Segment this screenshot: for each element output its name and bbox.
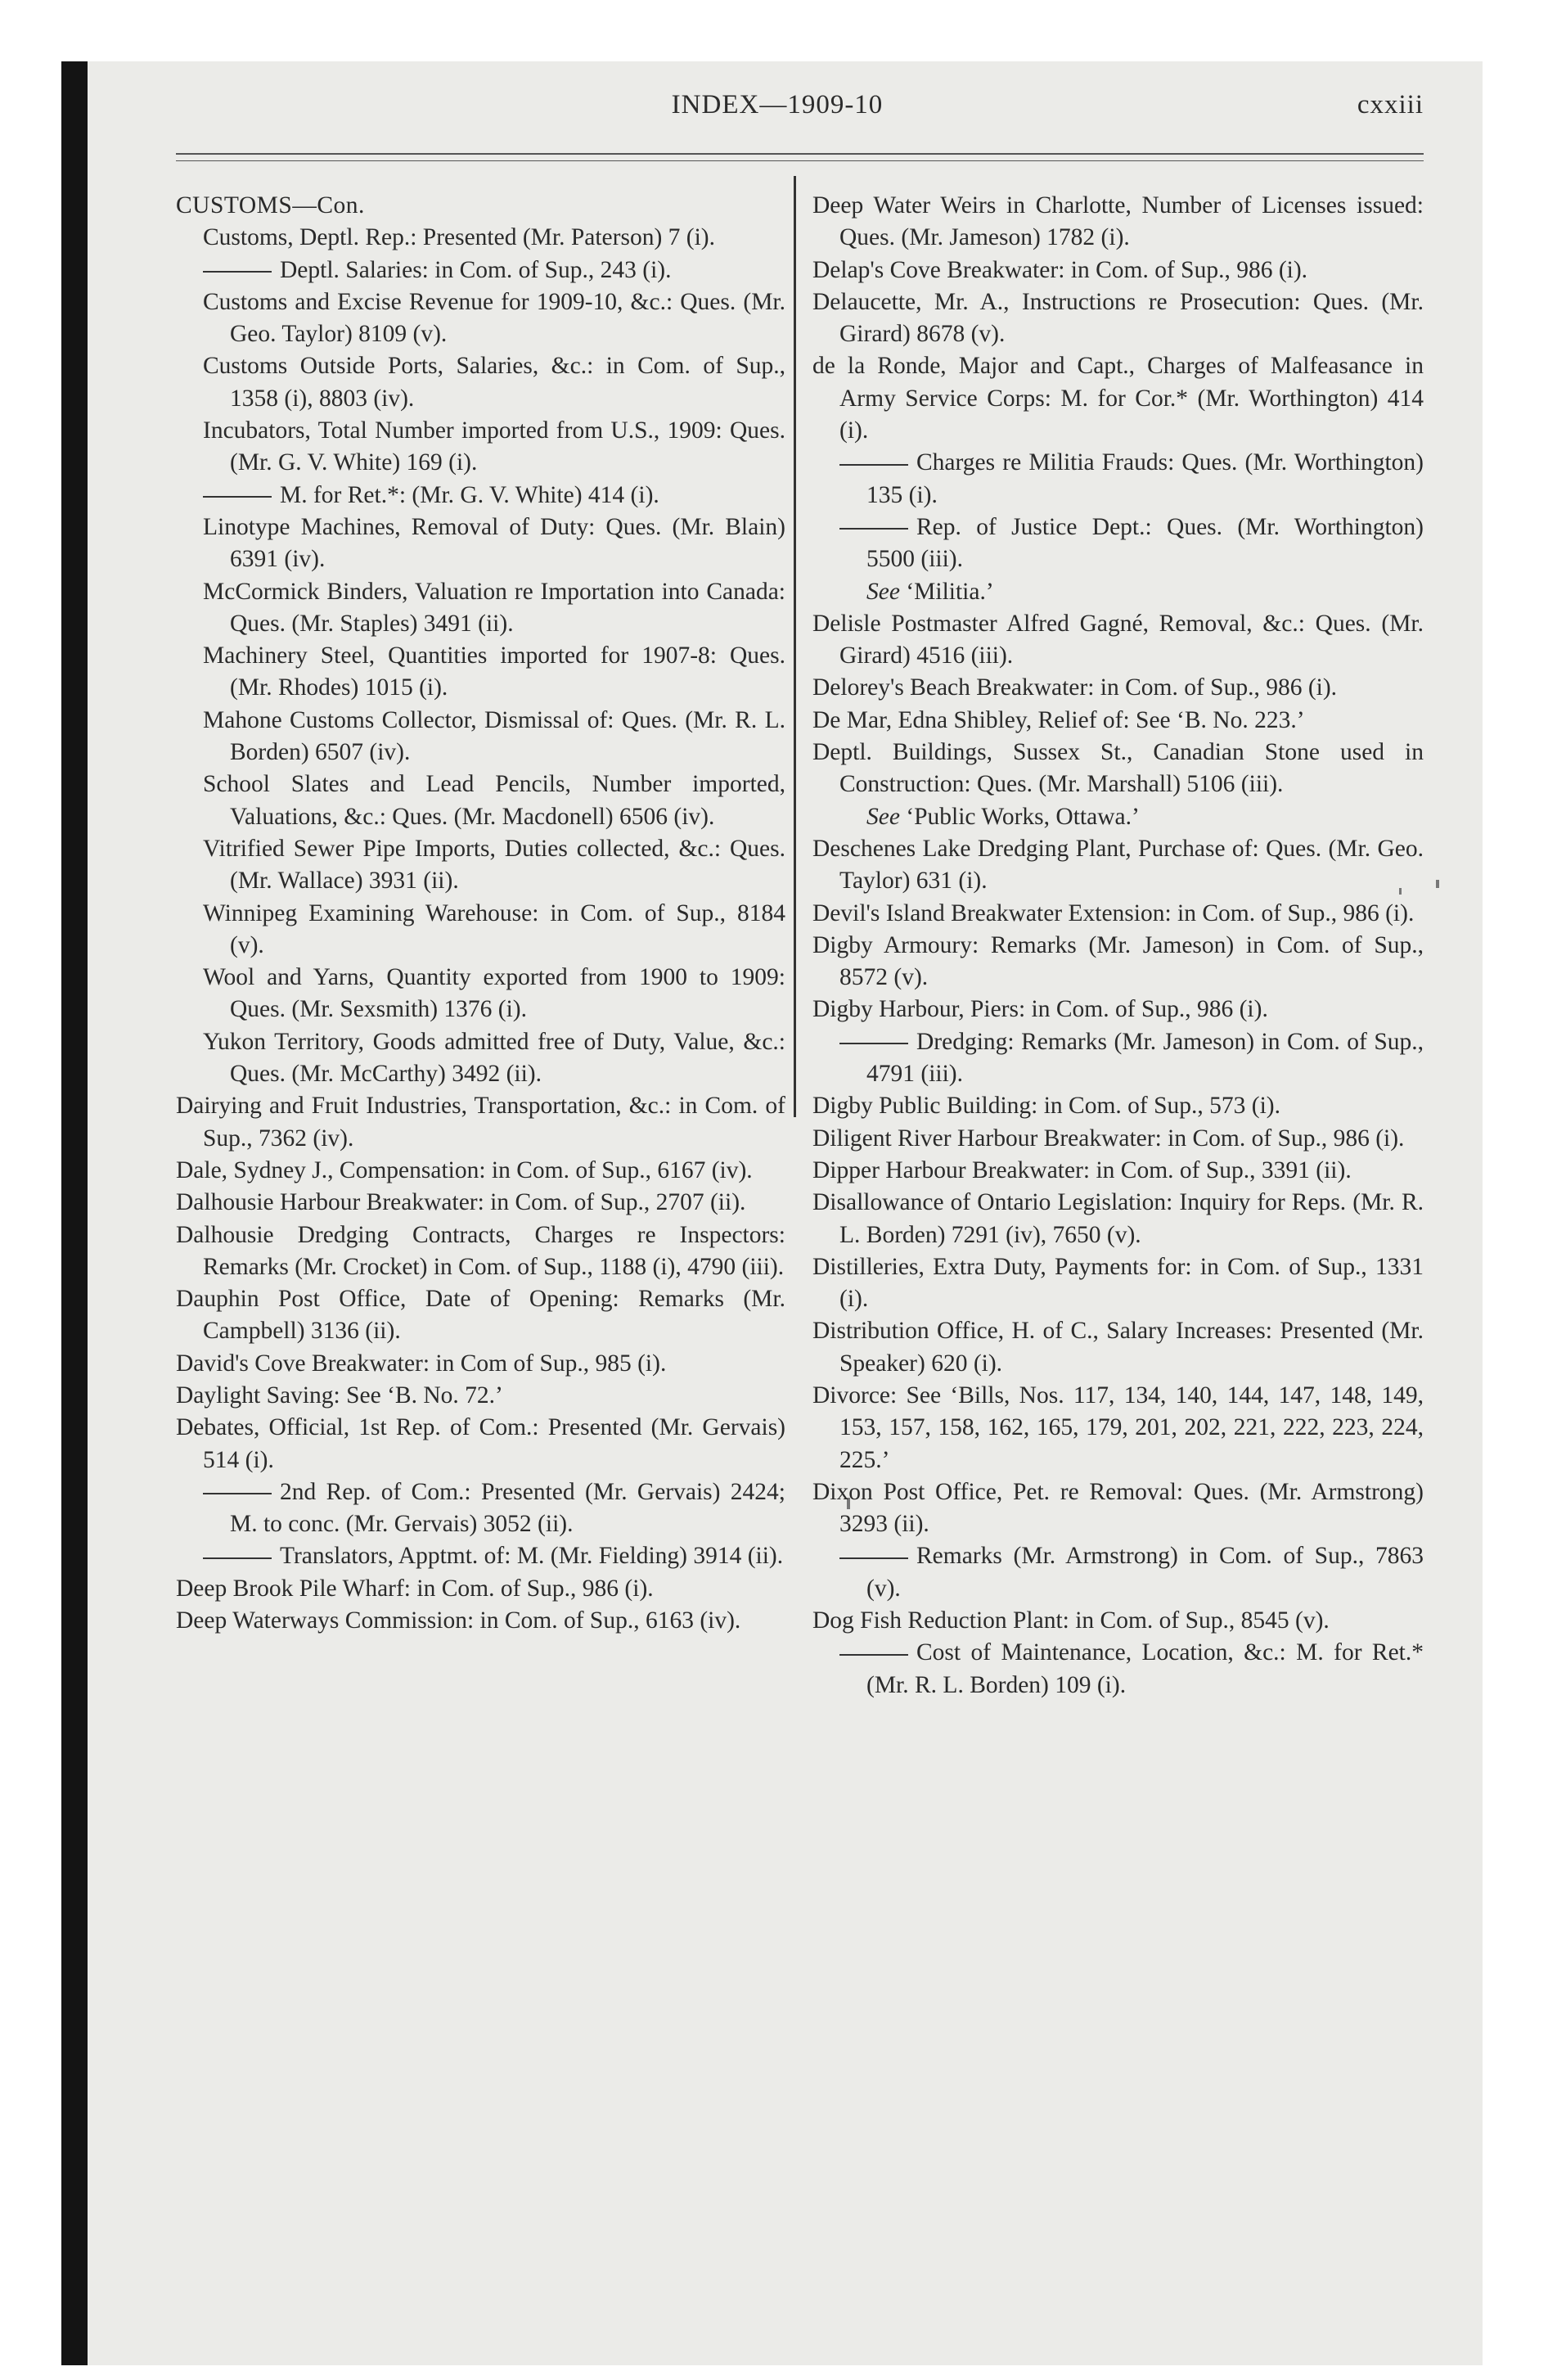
index-entry (203, 512, 785, 576)
index-entry (176, 1155, 785, 1187)
index-entry (203, 222, 785, 254)
entry-text: Dauphin Post Office, Date of Opening: Remarks (Mr. Campbell) 3136 (ii). (176, 1286, 785, 1345)
index-entry (176, 1412, 785, 1476)
entry-text: Charges re Militia Frauds: Ques. (Mr. Worthington) 135 (i). (866, 449, 1424, 508)
entry-text: Dixon Post Office, Pet. re Removal: Ques. (Mr. Armstrong) 3293 (ii). (812, 1478, 1424, 1538)
entry-text: Divorce: See ‘Bills, Nos. 117, 134, 140, 144, 147, 148, 149, 153, 157, 158, 162, 165, 179, 201, 202, 221, 222, 223, 224, 225.’ (812, 1382, 1424, 1473)
entry-text: De Mar, Edna Shibley, Relief of: See ‘B. No. 223.’ (812, 706, 1305, 733)
entry-text: Delap's Cove Breakwater: in Com. of Sup., 986 (i). (812, 256, 1308, 283)
index-subentry (203, 1540, 785, 1572)
column-divider (794, 176, 796, 1117)
ditto-dash (839, 1654, 908, 1656)
entry-text: Dredging: Remarks (Mr. Jameson) in Com. of Sup., 4791 (iii). (866, 1028, 1424, 1088)
section-heading: CUSTOMS—Con. (176, 192, 365, 219)
entry-text: Yukon Territory, Goods admitted free of Duty, Value, &c.: Ques. (Mr. McCarthy) 3492 (ii). (203, 1028, 785, 1088)
ditto-dash (203, 496, 272, 498)
index-entry (176, 1573, 785, 1605)
ditto-dash (839, 1043, 908, 1044)
entry-text: Remarks (Mr. Armstrong) in Com. of Sup., 7863 (v). (866, 1543, 1424, 1602)
entry-text: Dipper Harbour Breakwater: in Com. of Sup., 3391 (ii). (812, 1156, 1352, 1183)
entry-text: Distilleries, Extra Duty, Payments for: in Com. of Sup., 1331 (i). (812, 1253, 1424, 1313)
index-subentry (203, 480, 785, 512)
index-entry (203, 640, 785, 705)
print-speck (1436, 880, 1439, 888)
entry-text: Dale, Sydney J., Compensation: in Com. of Sup., 6167 (iv). (176, 1156, 753, 1183)
index-entry (812, 350, 1424, 447)
entry-text: Deptl. Buildings, Sussex St., Canadian Stone used in Construction: Ques. (Mr. Marshall) 5106 (iii). (812, 739, 1424, 798)
ditto-dash (839, 464, 908, 466)
index-entry (203, 833, 785, 898)
entry-text: Machinery Steel, Quantities imported for 1907-8: Ques. (Mr. Rhodes) 1015 (i). (203, 642, 785, 701)
index-entry (812, 1476, 1424, 1541)
index-entry (812, 1251, 1424, 1316)
index-entry (176, 1219, 785, 1284)
entry-list-left (176, 222, 785, 1637)
index-entry (176, 1283, 785, 1348)
ditto-dash (839, 528, 908, 530)
index-subentry (839, 1540, 1424, 1605)
entry-text: Dairying and Fruit Industries, Transportation, &c.: in Com. of Sup., 7362 (iv). (176, 1093, 785, 1152)
see-reference (812, 576, 1424, 608)
entry-text: McCormick Binders, Valuation re Importation into Canada: Ques. (Mr. Staples) 3491 (ii). (203, 578, 785, 637)
see-target: ‘Public Works, Ottawa.’ (906, 803, 1140, 830)
index-entry (203, 1026, 785, 1091)
entry-text: M. for Ret.*: (Mr. G. V. White) 414 (i). (280, 481, 659, 508)
index-entry (812, 1155, 1424, 1187)
entry-text: Dog Fish Reduction Plant: in Com. of Sup., 8545 (v). (812, 1607, 1330, 1634)
index-entry (203, 898, 785, 962)
entry-text: Diligent River Harbour Breakwater: in Com. of Sup., 986 (i). (812, 1125, 1405, 1152)
see-reference (812, 801, 1424, 833)
index-entry (176, 1090, 785, 1155)
entry-text: Mahone Customs Collector, Dismissal of: Ques. (Mr. R. L. Borden) 6507 (iv). (203, 706, 785, 766)
entry-text: Vitrified Sewer Pipe Imports, Duties collected, &c.: Ques. (Mr. Wallace) 3931 (ii). (203, 835, 785, 895)
index-entry (176, 1187, 785, 1219)
entry-text: de la Ronde, Major and Capt., Charges of Malfeasance in Army Service Corps: M. for Cor.* (Mr. Worthington) 414 (i). (812, 353, 1424, 444)
index-column-right (812, 190, 1424, 1702)
index-entry (812, 190, 1424, 255)
index-subentry (203, 1476, 785, 1541)
page-number: cxxiii (1357, 90, 1424, 119)
entry-text: Distribution Office, H. of C., Salary Increases: Presented (Mr. Speaker) 620 (i). (812, 1318, 1424, 1377)
entry-text: School Slates and Lead Pencils, Number imported, Valuations, &c.: Ques. (Mr. Macdonell) 6506 (iv). (203, 771, 785, 830)
entry-list-right (812, 190, 1424, 1702)
index-subentry (203, 255, 785, 286)
index-subentry (839, 1637, 1424, 1702)
entry-text: Delorey's Beach Breakwater: in Com. of Sup., 986 (i). (812, 674, 1338, 701)
index-entry (812, 705, 1424, 737)
index-entry (812, 672, 1424, 704)
index-subentry (839, 447, 1424, 512)
index-entry (203, 415, 785, 480)
see-target: ‘Militia.’ (906, 578, 994, 605)
index-subentry (839, 1026, 1424, 1091)
entry-text: Daylight Saving: See ‘B. No. 72.’ (176, 1382, 503, 1409)
index-entry (812, 1123, 1424, 1155)
entry-text: Deschenes Lake Dredging Plant, Purchase of: Ques. (Mr. Geo. Taylor) 631 (i). (812, 835, 1424, 895)
entry-text: Digby Armoury: Remarks (Mr. Jameson) in Com. of Sup., 8572 (v). (812, 931, 1424, 991)
entry-text: Customs Outside Ports, Salaries, &c.: in Com. of Sup., 1358 (i), 8803 (iv). (203, 353, 785, 412)
entry-text: Cost of Maintenance, Location, &c.: M. for Ret.* (Mr. R. L. Borden) 109 (i). (866, 1639, 1424, 1698)
index-entry (812, 1090, 1424, 1122)
header-rule-thin (176, 160, 1424, 161)
entry-text: Delisle Postmaster Alfred Gagné, Removal, &c.: Ques. (Mr. Girard) 4516 (iii). (812, 610, 1424, 669)
ditto-dash (203, 1493, 272, 1494)
index-entry (812, 1605, 1424, 1637)
see-label: See (866, 803, 900, 830)
header-rule-thick (176, 153, 1424, 155)
entry-text: Delaucette, Mr. A., Instructions re Prosecution: Ques. (Mr. Girard) 8678 (v). (812, 288, 1424, 348)
entry-text: Deep Water Weirs in Charlotte, Number of Licenses issued: Ques. (Mr. Jameson) 1782 (i). (812, 192, 1424, 251)
index-entry (176, 1380, 785, 1412)
index-entry (203, 962, 785, 1026)
ditto-dash (839, 1557, 908, 1559)
entry-text: Deep Brook Pile Wharf: in Com. of Sup., 986 (i). (176, 1575, 654, 1602)
entry-text: Dalhousie Dredging Contracts, Charges re Inspectors: Remarks (Mr. Crocket) in Com. of Sup., 1188 (i), 4790 (iii). (176, 1221, 785, 1280)
index-entry (203, 705, 785, 769)
index-entry (812, 286, 1424, 351)
entry-text: Rep. of Justice Dept.: Ques. (Mr. Worthington) 5500 (iii). (866, 513, 1424, 573)
index-entry (176, 1348, 785, 1380)
index-entry (203, 350, 785, 415)
entry-text: 2nd Rep. of Com.: Presented (Mr. Gervais) 2424; M. to conc. (Mr. Gervais) 3052 (ii). (230, 1478, 785, 1538)
index-entry (812, 608, 1424, 673)
entry-text: Deptl. Salaries: in Com. of Sup., 243 (i). (280, 256, 672, 283)
index-column-left (176, 190, 785, 1637)
index-entry (176, 1605, 785, 1637)
entry-text: David's Cove Breakwater: in Com of Sup., 985 (i). (176, 1350, 667, 1377)
entry-text: Linotype Machines, Removal of Duty: Ques. (Mr. Blain) 6391 (iv). (203, 513, 785, 573)
entry-text: Dalhousie Harbour Breakwater: in Com. of Sup., 2707 (ii). (176, 1189, 746, 1216)
index-entry (812, 1187, 1424, 1251)
index-entry (203, 286, 785, 351)
index-entry (203, 769, 785, 833)
entry-text: Wool and Yarns, Quantity exported from 1900 to 1909: Ques. (Mr. Sexsmith) 1376 (i). (203, 964, 785, 1023)
index-entry (812, 255, 1424, 286)
index-entry (812, 1315, 1424, 1380)
scan-dark-edge (61, 61, 88, 2365)
ditto-dash (203, 271, 272, 273)
index-entry (203, 576, 785, 641)
index-entry (812, 737, 1424, 801)
entry-text: Incubators, Total Number imported from U.S., 1909: Ques. (Mr. G. V. White) 169 (i). (203, 417, 785, 476)
index-entry (812, 1380, 1424, 1476)
entry-text: Deep Waterways Commission: in Com. of Sup., 6163 (iv). (176, 1607, 741, 1634)
entry-text: Digby Harbour, Piers: in Com. of Sup., 986 (i). (812, 996, 1268, 1023)
running-header-title: INDEX—1909-10 (671, 90, 884, 119)
ditto-dash (203, 1557, 272, 1559)
entry-text: Winnipeg Examining Warehouse: in Com. of Sup., 8184 (v). (203, 899, 785, 958)
entry-text: Debates, Official, 1st Rep. of Com.: Presented (Mr. Gervais) 514 (i). (176, 1414, 785, 1473)
index-entry (812, 994, 1424, 1025)
index-entry (812, 833, 1424, 898)
see-label: See (866, 578, 900, 605)
entry-text: Digby Public Building: in Com. of Sup., 573 (i). (812, 1093, 1280, 1120)
index-entry (812, 898, 1424, 930)
index-subentry (839, 512, 1424, 576)
entry-text: Devil's Island Breakwater Extension: in Com. of Sup., 986 (i). (812, 899, 1415, 926)
entry-text: Translators, Apptmt. of: M. (Mr. Fielding) 3914 (ii). (280, 1543, 784, 1570)
entry-text: Customs and Excise Revenue for 1909-10, &c.: Ques. (Mr. Geo. Taylor) 8109 (v). (203, 288, 785, 348)
entry-text: Disallowance of Ontario Legislation: Inquiry for Reps. (Mr. R. L. Borden) 7291 (iv), 7650 (v). (812, 1189, 1424, 1248)
index-entry (812, 930, 1424, 994)
entry-text: Customs, Deptl. Rep.: Presented (Mr. Paterson) 7 (i). (203, 224, 715, 251)
